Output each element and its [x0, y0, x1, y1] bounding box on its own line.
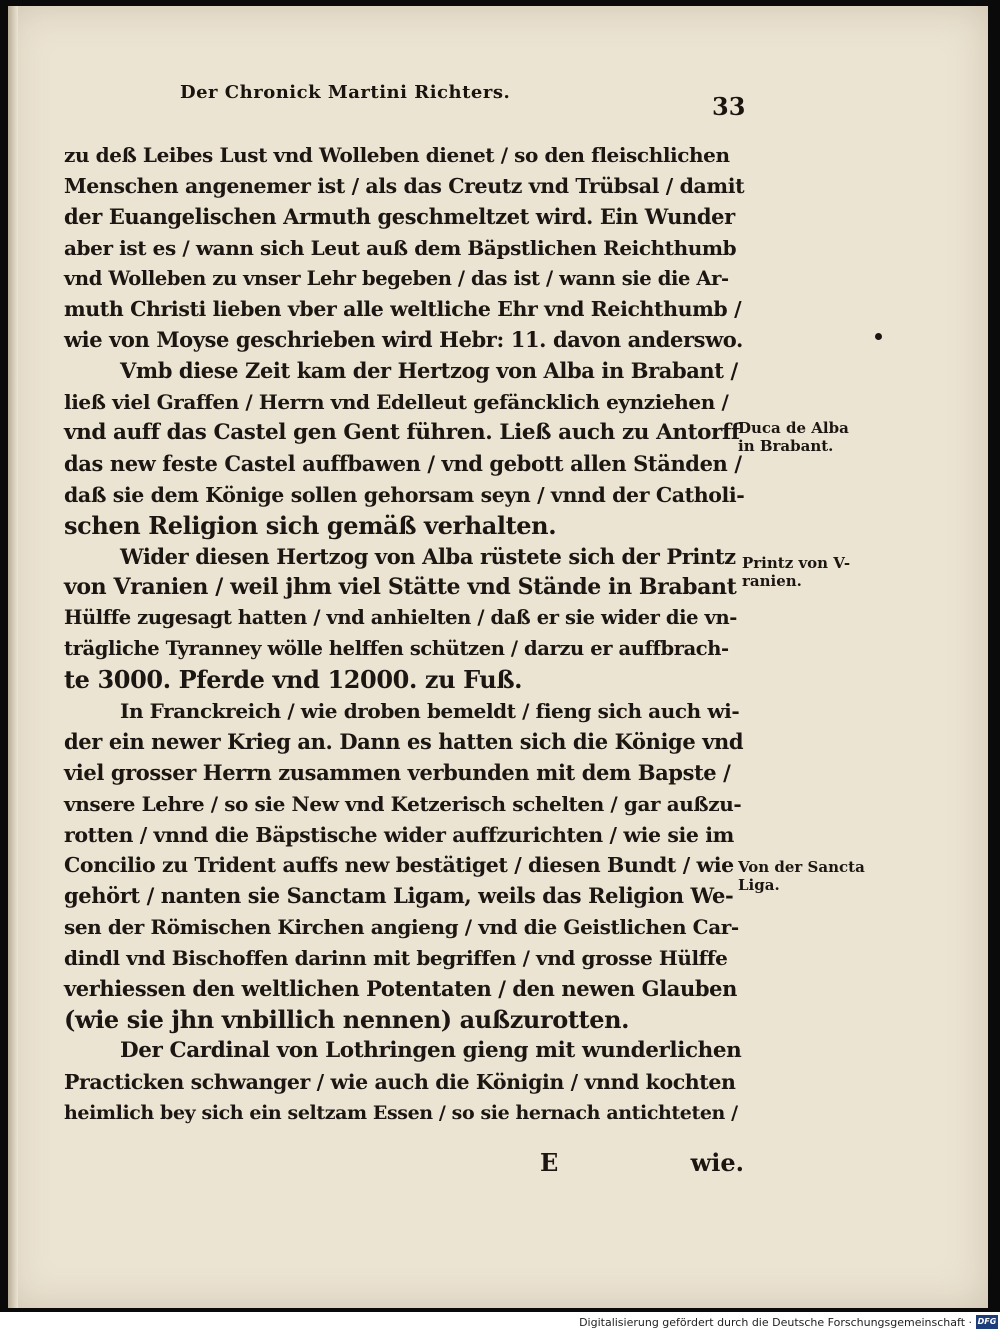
- signature-mark: E: [540, 1148, 559, 1177]
- text-line: sen der Römischen Kirchen angieng / vnd die Geistlichen Car-: [64, 915, 739, 940]
- text-line: trägliche Tyranney wölle helffen schützen / darzu er auffbrach-: [64, 637, 729, 661]
- text-line: aber ist es / wann sich Leut auß dem Bäpstlichen Reichthumb: [64, 235, 737, 260]
- text-line: vnsere Lehre / so sie New vnd Ketzerisch schelten / gar außzu-: [64, 791, 742, 816]
- text-line: zu deß Leibes Lust vnd Wolleben dienet / so den fleischlichen: [64, 143, 730, 167]
- dfg-logo-icon: DFG: [976, 1315, 998, 1329]
- text-line: ließ viel Graffen / Herrn vnd Edelleut gefäncklich eynziehen /: [64, 390, 729, 415]
- text-line: muth Christi lieben vber alle weltliche Ehr vnd Reichthumb /: [64, 297, 742, 322]
- text-line: verhiessen den weltlichen Potentaten / den newen Glauben: [64, 976, 737, 1002]
- body-text: [64, 140, 744, 1129]
- text-line: vnd auff das Castel gen Gent führen. Ließ auch zu Antorff: [64, 420, 740, 446]
- text-line: dindl vnd Bischoffen darinn mit begriffen / vnd grosse Hülffe: [64, 946, 728, 971]
- text-line: gehört / nanten sie Sanctam Ligam, weils das Religion We-: [64, 883, 734, 909]
- marginal-line: Printz von V-: [742, 554, 851, 572]
- text-line: Der Cardinal von Lothringen gieng mit wunderlichen: [120, 1037, 742, 1063]
- text-line: daß sie dem Könige sollen gehorsam seyn / vnnd der Catholi-: [64, 482, 745, 507]
- marginal-note-printz: [742, 554, 850, 590]
- text-line: schen Religion sich gemäß verhalten.: [64, 510, 557, 540]
- text-line: Practicken schwanger / wie auch die Königin / vnnd kochten: [64, 1069, 736, 1094]
- marginal-line: in Brabant.: [738, 437, 834, 455]
- text-line: wie von Moyse geschrieben wird Hebr: 11. davon anderswo.: [64, 327, 743, 353]
- ink-speck: [875, 333, 882, 340]
- running-head: Der Chronick Martini Richters.: [180, 82, 511, 103]
- marginal-line: Liga.: [738, 876, 780, 894]
- text-line: das new feste Castel auffbawen / vnd gebott allen Ständen /: [64, 450, 742, 476]
- marginal-line: Von der Sancta: [738, 858, 865, 876]
- text-line: Menschen angenemer ist / als das Creutz vnd Trübsal / damit: [64, 173, 745, 198]
- text-line: Concilio zu Trident auffs new bestätiget / diesen Bundt / wie: [64, 853, 734, 878]
- catchword-line: [64, 1148, 744, 1180]
- page-gutter: [8, 6, 18, 1308]
- text-line: der Euangelischen Armuth geschmeltzet wird. Ein Wunder: [64, 203, 735, 229]
- marginal-note-liga: [738, 858, 865, 894]
- text-line: vnd Wolleben zu vnser Lehr begeben / das ist / wann sie die Ar-: [64, 266, 729, 290]
- footer-bar: [0, 1312, 1000, 1335]
- catchword: wie.: [690, 1148, 744, 1177]
- text-line: Hülffe zugesagt hatten / vnd anhielten / daß er sie wider die vn-: [64, 606, 737, 630]
- text-line: der ein newer Krieg an. Dann es hatten sich die Könige vnd: [64, 728, 744, 754]
- text-line: heimlich bey sich ein seltzam Essen / so sie hernach antichteten /: [64, 1101, 738, 1124]
- page-number: 33: [712, 92, 746, 121]
- text-line: In Franckreich / wie droben bemeldt / fieng sich auch wi-: [120, 699, 740, 724]
- text-line: (wie sie jhn vnbillich nennen) außzurotten.: [64, 1004, 630, 1034]
- marginal-line: ranien.: [742, 572, 802, 590]
- funding-credit: Digitalisierung gefördert durch die Deutsche Forschungsgemeinschaft ·: [579, 1316, 972, 1329]
- text-line: viel grosser Herrn zusammen verbunden mit dem Bapste /: [64, 759, 731, 785]
- marginal-note-duca: [738, 419, 849, 455]
- text-line: Vmb diese Zeit kam der Hertzog von Alba in Brabant /: [120, 358, 738, 384]
- text-line: Wider diesen Hertzog von Alba rüstete sich der Printz: [120, 543, 736, 569]
- text-line: von Vranien / weil jhm viel Stätte vnd Stände in Brabant: [64, 574, 737, 601]
- marginal-line: Duca de Alba: [738, 419, 849, 437]
- text-line: te 3000. Pferde vnd 12000. zu Fuß.: [64, 665, 523, 695]
- text-line: rotten / vnnd die Bäpstische wider auffzurichten / wie sie im: [64, 822, 734, 847]
